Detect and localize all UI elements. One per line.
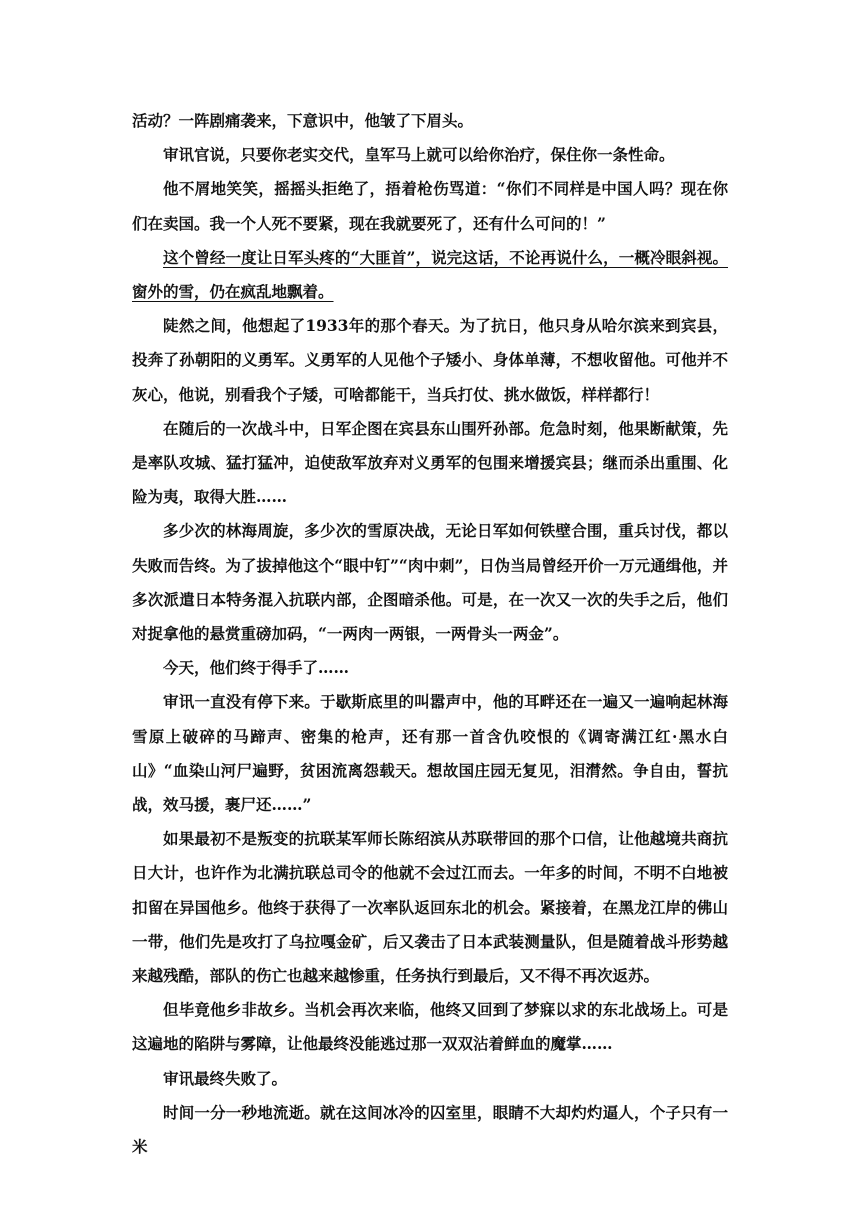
paragraph-5: 陡然之间，他想起了1933年的那个春天。为了抗日，他只身从哈尔滨来到宾县，投奔了孙朝阳的义勇军。义勇军的人见他个子矮小、身体单薄，不想收留他。可他并不灰心，他说，别看我个子矮，可啥都能干，当兵打仗、挑水做饭，样样都行！ bbox=[132, 316, 728, 404]
paragraph-7: 多少次的林海周旋，多少次的雪原决战，无论日军如何铁壁合围，重兵讨伐，都以失败而告终。为了拔掉他这个“眼中钉”“肉中刺”，日伪当局曾经开价一万元通缉他，并多次派遣日本特务混入抗联内部，企图暗杀他。可是，在一次又一次的失手之后，他们对捉拿他的悬赏重磅加码，“一两肉一两银，一两骨头一两金”。 bbox=[132, 521, 728, 644]
paragraph-13: 时间一分一秒地流逝。就在这间冰冷的囚室里，眼睛不大却灼灼逼人，个子只有一米 bbox=[132, 1102, 728, 1157]
paragraph-11: 但毕竟他乡非故乡。当机会再次来临，他终又回到了梦寐以求的东北战场上。可是这遍地的陷阱与雾障，让他最终没能逃过那一双双沾着鲜血的魔掌…… bbox=[132, 1000, 728, 1054]
paragraph-12: 审讯最终失败了。 bbox=[163, 1068, 288, 1088]
paragraph-8: 今天，他们终于得手了…… bbox=[163, 658, 350, 678]
paragraph-10: 如果最初不是叛变的抗联某军师长陈绍滨从苏联带回的那个口信，让他越境共商抗日大计，也许作为北满抗联总司令的他就不会过江而去。一年多的时间，不明不白地被扣留在异国他乡。他终于获得了一次率队返回东北的机会。紧接着，在黑龙江岸的佛山一带，他们先是攻打了乌拉嘎金矿，后又袭击了日本武装测量队，但是随着战斗形势越来越残酷，部队的伤亡也越来越惨重，任务执行到最后，又不得不再次返苏。 bbox=[132, 829, 728, 986]
paragraph-3: 他不屑地笑笑，摇摇头拒绝了，捂着枪伤骂道：“你们不同样是中国人吗？现在你们在卖国。我一个人死不要紧，现在我就要死了，还有什么可问的！” bbox=[132, 179, 728, 233]
paragraph-6: 在随后的一次战斗中，日军企图在宾县东山围歼孙部。危急时刻，他果断献策，先是率队攻城、猛打猛冲，迫使敌军放弃对义勇军的包围来增援宾县；继而杀出重围、化险为夷，取得大胜…… bbox=[132, 418, 728, 507]
paragraph-9: 审讯一直没有停下来。于歇斯底里的叫嚣声中，他的耳畔还在一遍又一遍响起林海雪原上破碎的马蹄声、密集的枪声，还有那一首含仇咬恨的《调寄满江红·黑水白山》“血染山河尸遍野，贫困流离怨载天。想故国庄园无复见，泪潸然。争自由，誓抗战，效马援，裹尸还……” bbox=[132, 692, 728, 815]
document-page bbox=[132, 104, 728, 1164]
underlined-paragraph: 这个曾经一度让日军头疼的“大匪首”，说完这话，不论再说什么，一概冷眼斜视。窗外的雪，仍在疯乱地飘着。 bbox=[132, 247, 728, 302]
paragraph-2: 审讯官说，只要你老实交代，皇军马上就可以给你治疗，保住你一条性命。 bbox=[163, 145, 675, 165]
paragraph-1: 活动？一阵剧痛袭来，下意识中，他皱了下眉头。 bbox=[132, 111, 474, 130]
